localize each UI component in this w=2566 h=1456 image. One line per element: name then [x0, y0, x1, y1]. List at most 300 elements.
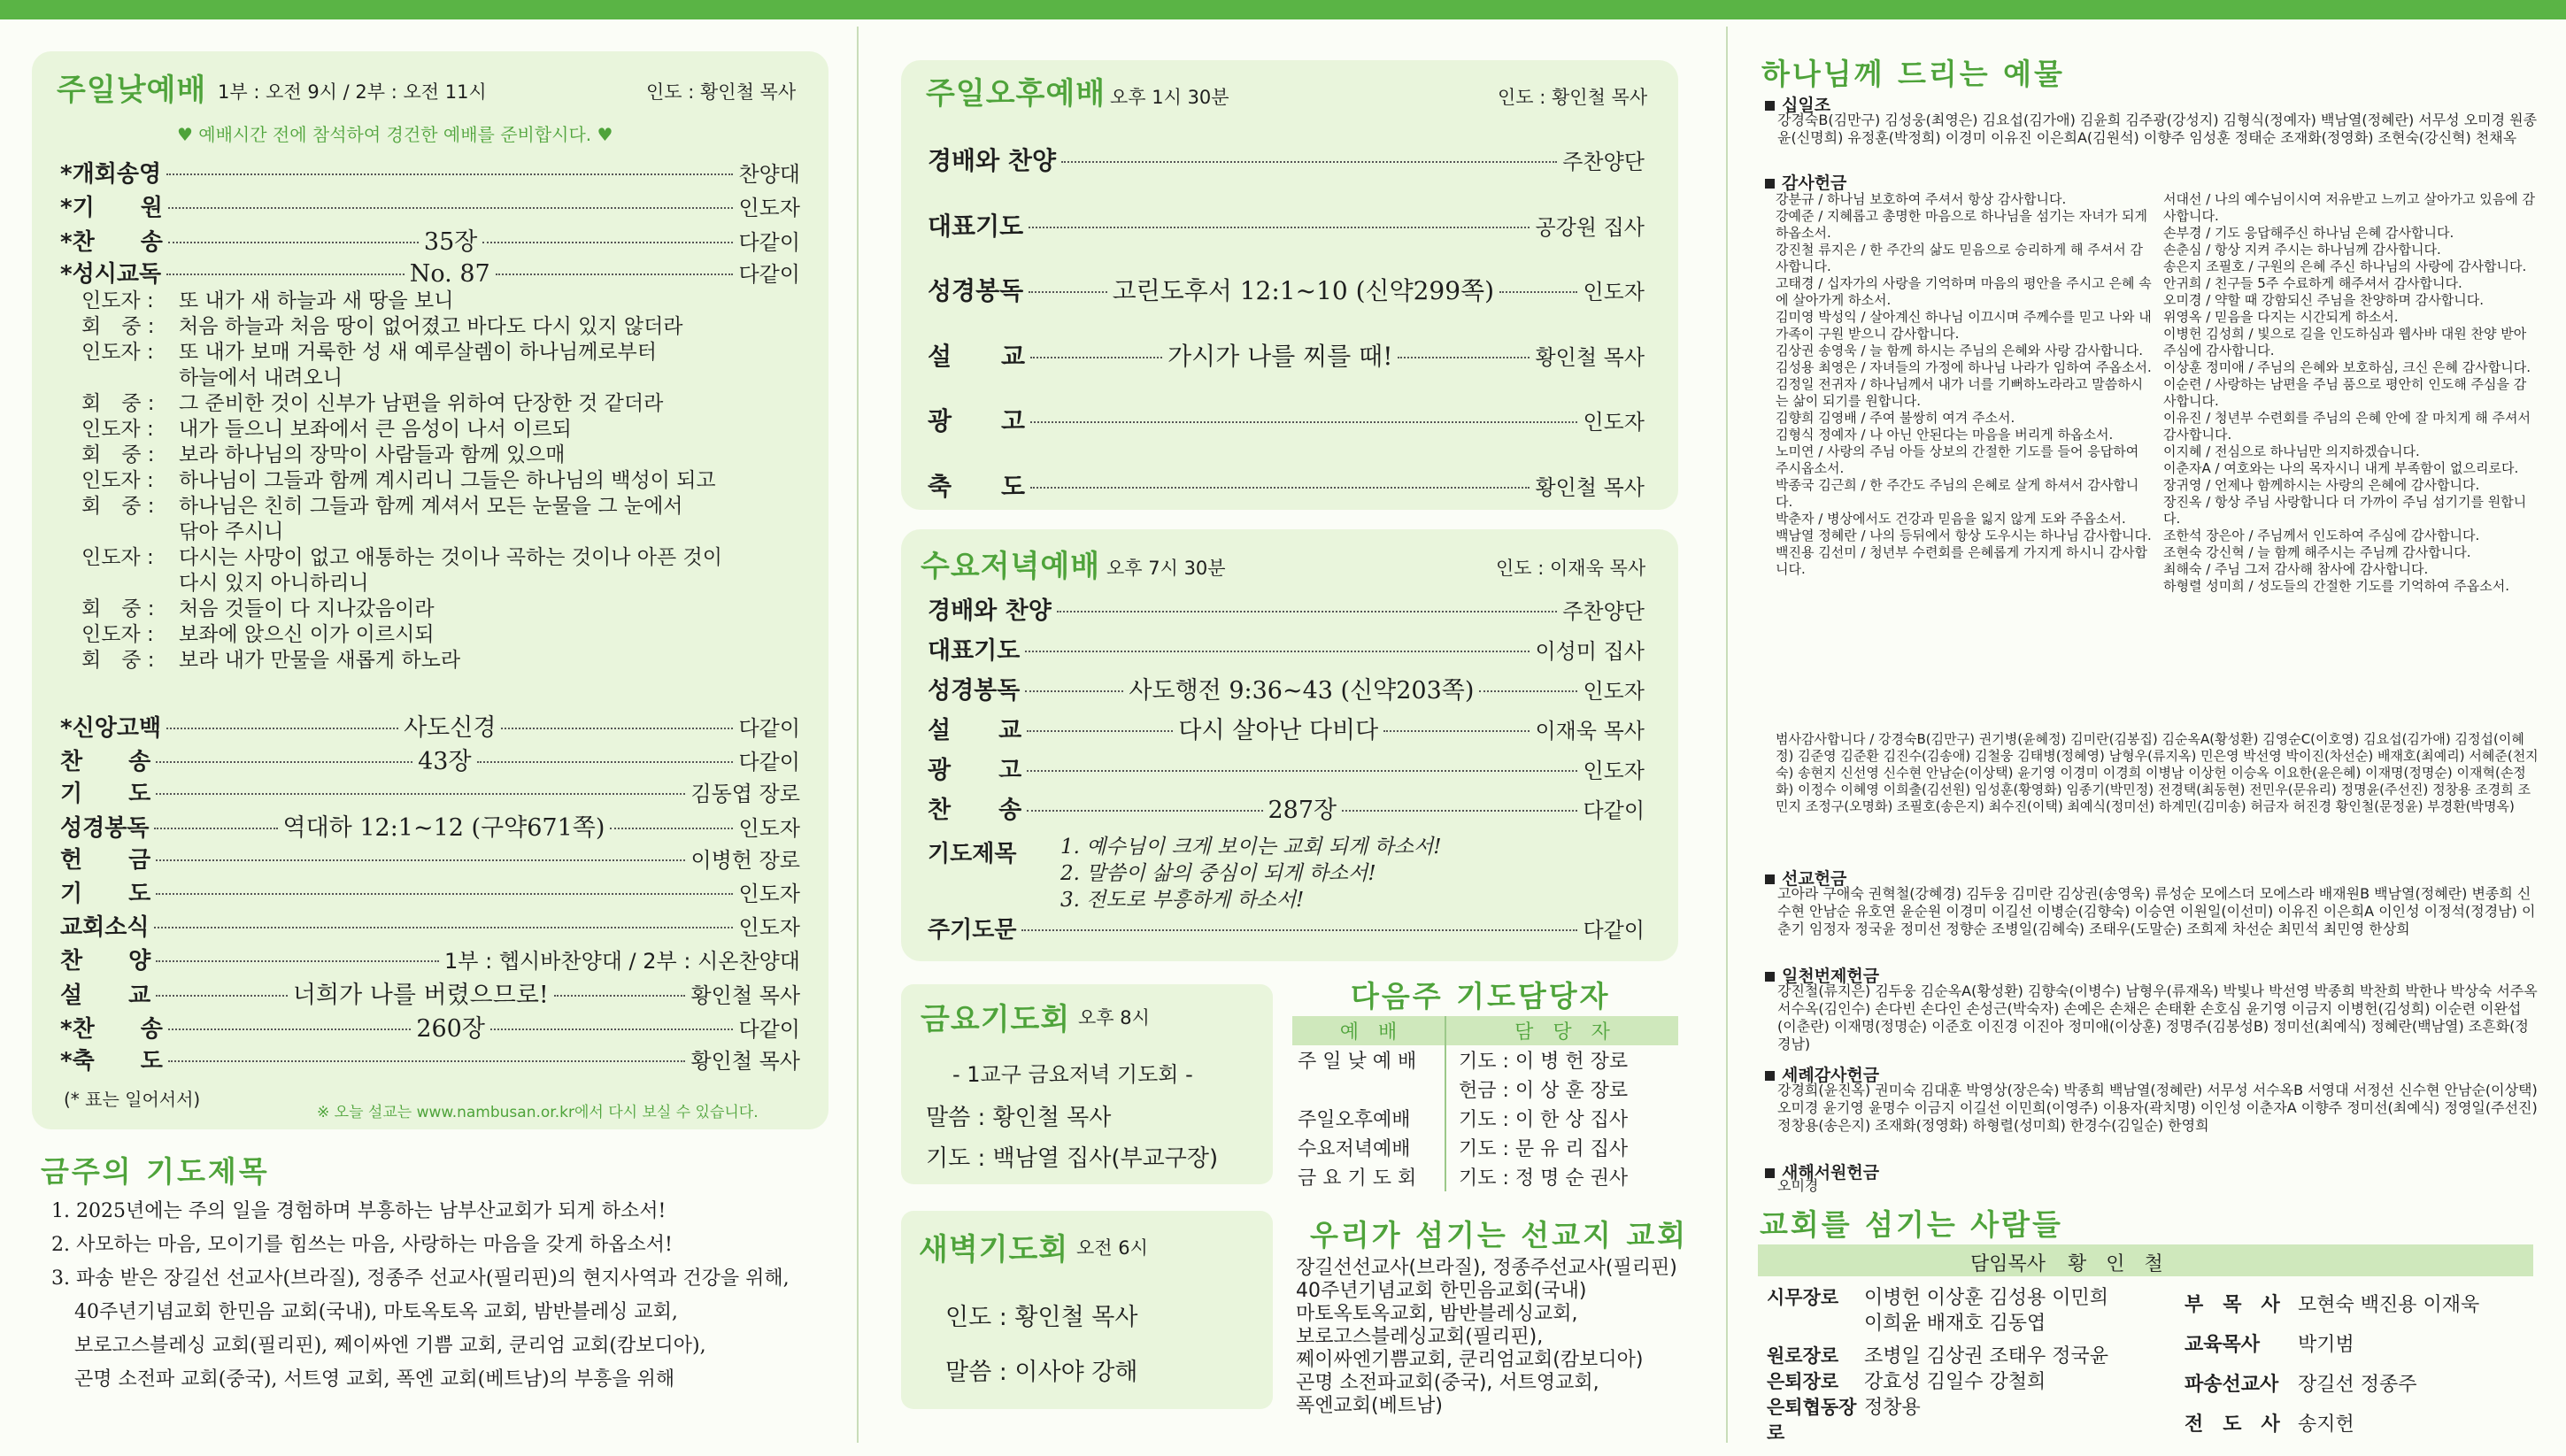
next-week-service: 수요저녁예배 — [1292, 1133, 1445, 1162]
order-right: 이성미 집사 — [1535, 639, 1645, 664]
friday-time: 오후 8시 — [1078, 1007, 1150, 1028]
order-right: 다같이 — [738, 749, 800, 774]
leader-dots — [482, 242, 733, 243]
responsive-line — [81, 366, 807, 391]
section-marker — [1765, 972, 1775, 982]
order-right: 김동엽 장로 — [690, 781, 800, 806]
leader-dots — [166, 728, 398, 729]
closing-prayer-row — [928, 912, 1645, 944]
responsive-text: 처음 것들이 다 지나갔음이라 — [179, 597, 435, 620]
servant-names: 조병일 김상권 조태우 정국윤 — [1864, 1345, 2109, 1367]
section-marker — [1765, 1168, 1775, 1178]
order-row — [928, 631, 1645, 666]
order-label: 찬 양 — [60, 947, 151, 975]
servant-names: 이희윤 배재호 김동엽 — [1864, 1313, 2046, 1335]
leader-dots — [1479, 690, 1577, 692]
order-content: 287장 — [1268, 797, 1337, 824]
order-label: 설 교 — [928, 341, 1026, 371]
responsive-speaker: 회 중 : — [81, 597, 155, 620]
offering-names: 강경희(윤진옥) 권미숙 김대훈 박영상(장은숙) 박종희 백남열(정혜란) 서무성 서수옥B 서영대 서정선 신수현 안남순(이상택) 오미경 윤기영 윤명수 이금지 이길선 이민희(이영주) 이용자(곽치명) 이인성 이춘자A 이향주 정미선(최예식) 정영일(주선진) 정창용(송은지) 조재화(정영화) 하형렬(성미희) 한경수(김일순) 한영희 — [1777, 1082, 2538, 1134]
thanks-item: 위영옥 / 믿음을 다지는 시간되게 하소서. — [2163, 309, 2399, 325]
order-right: 다같이 — [738, 230, 801, 255]
next-week-service: 주 일 낮 예 배 — [1292, 1045, 1445, 1075]
next-week-person: 헌금 : 이 상 훈 장로 — [1459, 1080, 1629, 1102]
next-week-person: 기도 : 이 병 헌 장로 — [1459, 1051, 1629, 1073]
responsive-text: 보좌에 앉으신 이가 이르시되 — [179, 623, 435, 646]
thanks-item: 백남열 정혜란 / 나의 등뒤에서 항상 도우시는 하나님 감사합니다. — [1776, 528, 2152, 543]
servant-names: 이병헌 이상훈 김성용 이민희 — [1864, 1287, 2109, 1309]
order-right: 이병헌 장로 — [690, 848, 800, 874]
order-row — [60, 842, 800, 874]
wednesday-prayer-item: 2. 말씀이 삶의 중심이 되게 하소서! — [1060, 862, 1376, 885]
thanks-right — [2163, 191, 2539, 595]
prayer-topic-item: 2. 사모하는 마음, 모이기를 힘쓰는 마음, 사랑하는 마음을 갖게 하옵소서! — [51, 1234, 673, 1256]
dawn-word: 말씀 : 이사야 강해 — [945, 1359, 1138, 1386]
servant-row — [2185, 1325, 2539, 1365]
responsive-speaker — [81, 520, 179, 545]
responsive-text: 또 내가 새 하늘과 새 땅을 보니 — [179, 289, 454, 312]
order-content: 사도행전 9:36~43 (신약203쪽) — [1129, 677, 1475, 705]
section-head-label: 세례감사헌금 — [1782, 1066, 1880, 1085]
section-marker — [1765, 874, 1775, 884]
next-week-person: 기도 : 문 유 리 집사 — [1459, 1138, 1629, 1160]
responsive-speaker: 인도자 : — [81, 623, 154, 646]
order-label: *기 원 — [60, 194, 163, 221]
leader-dots — [477, 761, 734, 763]
sunday-afternoon-title: 주일오후예배 — [926, 76, 1106, 112]
order-row — [928, 591, 1645, 626]
order-row — [928, 751, 1645, 785]
thanks-item: 김향희 김영배 / 주여 불쌍히 여겨 주소서. — [1776, 410, 2015, 426]
servant-role: 부 목 사 — [2185, 1294, 2280, 1316]
leader-dots — [1027, 810, 1262, 812]
responsive-speaker: 인도자 : — [81, 469, 154, 492]
pastor-name: 황 인 철 — [2068, 1253, 2163, 1275]
order-label: 경배와 찬양 — [928, 597, 1052, 625]
section-head-label: 새해서원헌금 — [1782, 1163, 1880, 1183]
order-content: 35장 — [423, 228, 478, 256]
leader-dots — [1025, 651, 1530, 652]
thanks-left — [1776, 191, 2154, 578]
responsive-text: 다시는 사망이 없고 애통하는 것이나 곡하는 것이나 아픈 것이 — [179, 546, 722, 569]
responsive-line — [81, 340, 807, 366]
responsive-speaker: 회 중 : — [81, 443, 155, 466]
order-row — [928, 467, 1645, 503]
order-label: 찬 송 — [60, 748, 151, 775]
offering-section-head — [1765, 170, 1846, 194]
mission-line: 보로고스블레싱교회(필리핀), — [1296, 1326, 1544, 1348]
responsive-text: 다시 있지 아니하리니 — [179, 572, 369, 595]
responsive-speaker — [81, 366, 179, 391]
order-content: 다시 살아난 다비다 — [1178, 717, 1379, 744]
servant-names: 박기범 — [2298, 1334, 2354, 1356]
section-marker — [1765, 101, 1775, 111]
next-week-row — [1292, 1045, 1678, 1075]
wednesday-prayer-label: 기도제목 — [928, 841, 1017, 867]
leader-dots — [1499, 291, 1577, 293]
sunday-morning-leader: 인도 : 황인철 목사 — [646, 81, 797, 103]
responsive-reading — [81, 289, 807, 674]
leader-dots — [496, 273, 734, 275]
order-right: 황인철 목사 — [1535, 474, 1645, 500]
friday-title: 금요기도회 — [921, 1002, 1071, 1037]
next-week-person: 기도 : 이 한 상 집사 — [1459, 1109, 1629, 1131]
leader-dots — [1021, 929, 1577, 931]
order-row — [60, 742, 800, 776]
order-content: 260장 — [416, 1015, 485, 1044]
pastor-bar — [1758, 1244, 2533, 1276]
thanks-item: 박춘자 / 병상에서도 건강과 믿음을 잃지 않게 도와 주옵소서. — [1776, 511, 2126, 527]
order-label: 교회소식 — [60, 913, 150, 941]
thanks-item: 오미경 / 약할 때 강함되신 주님을 찬양하며 감사합니다. — [2163, 292, 2484, 308]
thanks-item: 이춘자A / 여호와는 나의 목자시니 내게 부족함이 없으리로다. — [2163, 460, 2519, 476]
thanks-item: 장귀영 / 언제나 함께하시는 사랑의 은혜에 감사합니다. — [2163, 477, 2480, 493]
friday-subtitle: - 1교구 금요저녁 기도회 - — [952, 1062, 1193, 1087]
thanks-item: 김정일 전귀자 / 하나님께서 내가 너를 기뻐하노라라고 말씀하시는 삶이 되기를 원합니다. — [1776, 376, 2144, 409]
order-right: 1부 : 헵시바찬양대 / 2부 : 시온찬양대 — [444, 948, 800, 974]
leader-dots — [166, 273, 405, 275]
servant-row — [1767, 1395, 2165, 1446]
prayer-topic-item: 곤명 소전파 교회(중국), 서트영 교회, 폭엔 교회(베트남)의 부흥을 위해 — [74, 1368, 675, 1391]
responsive-line — [81, 597, 807, 622]
responsive-text: 내가 들으니 보좌에서 큰 음성이 나서 이르되 — [179, 418, 572, 441]
order-row — [60, 1043, 800, 1075]
order-right: 황인철 목사 — [690, 983, 801, 1009]
servant-role: 전 도 사 — [2185, 1414, 2280, 1436]
leader-dots — [154, 927, 733, 928]
order-label: 기 도 — [60, 780, 151, 807]
leader-dots — [1398, 357, 1530, 358]
servant-row — [2185, 1285, 2539, 1325]
responsive-speaker: 인도자 : — [81, 418, 154, 441]
order-label: 성경봉독 — [928, 677, 1021, 705]
mission-line: 40주년기념교회 한민음교회(국내) — [1296, 1280, 1587, 1302]
leader-dots — [1057, 611, 1557, 612]
order-row — [60, 808, 800, 843]
order-label: *성시교독 — [60, 260, 162, 288]
order-right: 다같이 — [738, 261, 800, 287]
responsive-line — [81, 443, 807, 468]
servant-names: 송지헌 — [2298, 1414, 2354, 1436]
next-week-row — [1292, 1104, 1678, 1133]
mission-line: 장길선선교사(브라질), 정종주선교사(필리핀) — [1296, 1257, 1677, 1279]
order-right: 인도자 — [1583, 679, 1645, 704]
servants-title: 교회를 섬기는 사람들 — [1760, 1207, 2063, 1242]
next-week-title: 다음주 기도담당자 — [1351, 979, 1611, 1013]
order-row — [60, 256, 800, 289]
order-content: No. 87 — [409, 259, 490, 288]
next-week-col-person: 담 당 자 — [1514, 1021, 1610, 1044]
next-week-row — [1292, 1162, 1678, 1191]
thanks-item: 손춘심 / 항상 지켜 주시는 하나님께 감사합니다. — [2163, 242, 2441, 258]
servants-right — [2185, 1285, 2539, 1444]
servant-names: 강효성 김일수 강철희 — [1864, 1371, 2046, 1393]
website-note: ※ 오늘 설교는 www.nambusan.or.kr에서 다시 보실 수 있습니다. — [317, 1104, 759, 1121]
order-label: 설 교 — [60, 982, 151, 1010]
thanks-item: 안귀희 / 친구들 5주 수료하게 해주셔서 감사합니다. — [2163, 275, 2462, 291]
thanks-item: 송은지 조필호 / 구원의 은혜 주신 하나님의 사랑에 감사합니다. — [2163, 258, 2527, 274]
leader-dots — [156, 995, 288, 997]
order-label: 찬 송 — [928, 797, 1022, 824]
order-content: 고린도후서 12:1~10 (신약299쪽) — [1112, 276, 1495, 305]
thanks-item: 조한석 장은아 / 주님께서 인도하여 주심에 감사합니다. — [2163, 528, 2480, 543]
prayer-topic-item: 40주년기념교회 한민음 교회(국내), 마토옥토옥 교회, 밤반블레싱 교회, — [74, 1301, 678, 1323]
wednesday-prayers — [1060, 834, 1442, 913]
order-right: 황인철 목사 — [1535, 344, 1645, 370]
responsive-speaker: 인도자 : — [81, 289, 154, 312]
responsive-line — [81, 622, 807, 648]
order-label: *개회송영 — [60, 161, 162, 188]
servant-role: 파송선교사 — [2185, 1374, 2279, 1396]
order-label: 대표기도 — [928, 211, 1024, 241]
order-label: *축 도 — [60, 1048, 163, 1075]
servant-role — [1767, 1311, 1864, 1337]
order-row — [928, 402, 1645, 437]
friday-word: 말씀 : 황인철 목사 — [926, 1105, 1112, 1131]
responsive-text: 처음 하늘과 처음 땅이 없어졌고 바다도 다시 있지 않더라 — [179, 315, 683, 338]
wednesday-prayer-label-row — [928, 836, 1016, 868]
wednesday-leader: 인도 : 이재욱 목사 — [1496, 558, 1646, 579]
leader-dots — [1061, 161, 1557, 163]
thanks-item: 김성용 최영은 / 자녀들의 가정에 하나님 나라가 임하여 주옵소서. — [1776, 359, 2152, 375]
order-right: 인도자 — [738, 195, 800, 220]
order-row — [60, 1009, 800, 1044]
order-content: 가시가 나를 찌를 때! — [1167, 341, 1393, 371]
servant-row — [1767, 1344, 2165, 1369]
order-label: 기 도 — [60, 881, 151, 907]
responsive-text: 또 내가 보매 거룩한 성 새 예루살렘이 하나님께로부터 — [179, 341, 657, 364]
next-week-table — [1292, 1016, 1678, 1191]
mission-line: 곤명 소전파교회(중국), 서트영교회, — [1296, 1372, 1599, 1394]
leader-dots — [554, 995, 686, 997]
order-right: 주찬양단 — [1562, 599, 1645, 624]
leader-dots — [1383, 730, 1530, 732]
responsive-speaker: 회 중 : — [81, 392, 155, 415]
thanks-item: 이순련 / 사랑하는 남편을 주님 품으로 평안히 인도해 주심을 감사합니다. — [2163, 376, 2527, 409]
prayer-topics-list — [51, 1195, 821, 1397]
wednesday-time: 오후 7시 30분 — [1106, 558, 1226, 579]
order-row — [928, 671, 1645, 705]
next-week-row — [1292, 1133, 1678, 1162]
mission-line: 마토옥토옥교회, 밤반블레싱교회, — [1296, 1303, 1578, 1325]
servant-names: 정창용 — [1864, 1397, 1921, 1419]
responsive-speaker — [81, 571, 179, 597]
servant-row — [1767, 1369, 2165, 1395]
order-right: 이재욱 목사 — [1535, 719, 1645, 743]
thanks-item: 강예준 / 지혜롭고 총명한 마음으로 하나님을 섬기는 자녀가 되게 하옵소서. — [1776, 208, 2147, 241]
wednesday-prayer-item: 3. 전도로 부흥하게 하소서! — [1060, 889, 1305, 912]
order-label: 헌 금 — [60, 847, 151, 874]
thanks-item: 이상훈 정미애 / 주님의 은혜와 보호하심, 크신 은혜 감사합니다. — [2163, 359, 2531, 375]
leader-dots — [1030, 357, 1162, 358]
order-right: 인도자 — [1583, 410, 1645, 435]
thanks-item: 노미연 / 사랑의 주님 아들 상보의 간절한 기도를 들어 응답하여 주시옵소서. — [1776, 443, 2139, 476]
order-label: *찬 송 — [60, 229, 163, 256]
servant-role: 시무장로 — [1767, 1287, 1839, 1308]
leader-dots — [1027, 770, 1577, 772]
servant-names: 장길선 정종주 — [2298, 1374, 2417, 1396]
leader-dots — [154, 828, 277, 829]
order-row — [928, 337, 1645, 373]
responsive-text: 하나님이 그들과 함께 계시리니 그들은 하나님의 백성이 되고 — [179, 469, 716, 492]
closing-prayer-right: 다같이 — [1583, 918, 1645, 943]
thanks-item: 서대선 / 나의 예수님이시여 저유받고 느끼고 살아가고 있음에 감사합니다. — [2163, 191, 2535, 224]
order-label: 대표기도 — [928, 637, 1021, 665]
leader-dots — [166, 173, 733, 175]
order-right: 인도자 — [1583, 759, 1645, 783]
thanks-item: 김미영 박성익 / 살아계신 하나님 이끄시며 주께수를 믿고 나와 내 가족이 구원 받으니 감사합니다. — [1776, 309, 2152, 342]
responsive-line — [81, 468, 807, 494]
responsive-line — [81, 314, 807, 340]
leader-dots — [156, 761, 412, 763]
thanks-item: 강진철 류지은 / 한 주간의 삶도 믿음으로 승리하게 해 주셔서 감사합니다. — [1776, 242, 2143, 274]
order-row — [60, 189, 800, 222]
next-week-col-service: 예 배 — [1292, 1016, 1445, 1045]
prayer-topics-title: 금주의 기도제목 — [41, 1154, 270, 1189]
responsive-speaker: 인도자 : — [81, 546, 154, 569]
next-week-service: 금 요 기 도 회 — [1292, 1162, 1445, 1191]
next-week-service — [1292, 1075, 1445, 1104]
order-right: 인도자 — [738, 914, 800, 940]
order-right: 인도자 — [1583, 280, 1645, 304]
thanks-item: 박종국 김근희 / 한 주간도 주님의 은혜로 살게 하셔서 감사합니다. — [1776, 477, 2139, 510]
servants-left — [1767, 1285, 2165, 1446]
dawn-time: 오전 6시 — [1076, 1237, 1148, 1259]
wednesday-prayer-item: 1. 예수님이 크게 보이는 교회 되게 하소서! — [1060, 836, 1442, 859]
leader-dots — [168, 207, 734, 209]
top-green-band — [0, 0, 2566, 19]
thanks-item: 손부경 / 기도 응답해주신 하나님 은혜 감사합니다. — [2163, 225, 2454, 241]
stand-footnote: (* 표는 일어서서) — [64, 1089, 201, 1110]
thanks-item: 백진용 김선미 / 청년부 수련회를 은혜롭게 가지게 하시니 감사합니다. — [1776, 544, 2147, 577]
responsive-text: 하늘에서 내려오니 — [179, 366, 343, 389]
order-row — [60, 875, 800, 908]
section-marker — [1765, 179, 1775, 189]
order-row — [928, 272, 1645, 307]
responsive-line — [81, 494, 807, 520]
order-row — [60, 975, 800, 1010]
leader-dots — [1027, 730, 1173, 732]
servant-row — [1767, 1285, 2165, 1311]
order-label: 광 고 — [928, 757, 1022, 784]
thanks-item: 이지혜 / 전심으로 하나님만 의지하겠습니다. — [2163, 443, 2420, 459]
order-content: 43장 — [418, 747, 472, 775]
order-row — [928, 207, 1645, 243]
next-week-service: 주일오후예배 — [1292, 1104, 1445, 1133]
order-row — [60, 708, 800, 743]
order-row — [60, 156, 800, 189]
order-row — [928, 142, 1645, 177]
servant-role: 원로장로 — [1767, 1345, 1839, 1367]
responsive-line — [81, 648, 807, 674]
responsive-speaker: 회 중 : — [81, 315, 155, 338]
order-label: *찬 송 — [60, 1016, 163, 1044]
responsive-speaker: 인도자 : — [81, 341, 154, 364]
thanks-item: 김형식 정예자 / 나 아닌 안된다는 마음을 버리게 하옵소서. — [1776, 427, 2114, 443]
order-right: 인도자 — [738, 816, 800, 842]
order-label: *신앙고백 — [60, 715, 162, 742]
friday-prayer: 기도 : 백남열 집사(부교구장) — [926, 1145, 1219, 1172]
thanks-item: 이유진 / 청년부 수련회를 주님의 은혜 안에 잘 마치게 해 주셔서 감사합니다. — [2163, 410, 2531, 443]
order-row — [60, 775, 800, 808]
missions-list — [1296, 1257, 1677, 1418]
leader-dots — [156, 859, 685, 861]
order-right: 다같이 — [1583, 798, 1645, 823]
servant-names: 모현숙 백진용 이재욱 — [2298, 1294, 2480, 1316]
responsive-speaker: 회 중 : — [81, 495, 155, 518]
order-row — [60, 909, 800, 942]
sunday-afternoon-time: 오후 1시 30분 — [1110, 87, 1229, 108]
section-head-label: 일천번제헌금 — [1782, 967, 1880, 986]
order-label: 축 도 — [928, 471, 1026, 501]
thanks-item: 최해숙 / 주님 그저 감사해 참사에 감사합니다. — [2163, 561, 2429, 577]
section-head-label: 감사헌금 — [1782, 173, 1847, 193]
leader-dots — [168, 242, 419, 243]
order-label: 성경봉독 — [928, 276, 1024, 305]
leader-dots — [610, 828, 733, 829]
mission-line: 폭엔교회(베트남) — [1296, 1395, 1443, 1417]
responsive-text: 닦아 주시니 — [179, 520, 284, 543]
leader-dots — [156, 960, 439, 962]
prayer-topic-item: 3. 파송 받은 장길선 선교사(브라질), 정종주 선교사(필리핀)의 현지사역과 건강을 위해, — [51, 1267, 790, 1290]
prayer-topic-item: 보로고스블레싱 교회(필리핀), 쩨이싸엔 기쁨 교회, 쿤리엄 교회(캄보디아), — [74, 1335, 706, 1357]
thanks-item: 고태경 / 십자가의 사랑을 기억하며 마음의 평안을 주시고 은혜 속에 살아가게 하소서. — [1776, 275, 2152, 308]
responsive-text: 그 준비한 것이 신부가 남편을 위하여 단장한 것 같더라 — [179, 392, 664, 415]
servant-role: 은퇴협동장로 — [1767, 1397, 1857, 1444]
prayer-topic-item: 1. 2025년에는 주의 일을 경험하며 부흥하는 남부산교회가 되게 하소서! — [51, 1200, 667, 1222]
leader-dots — [168, 1060, 686, 1062]
leader-dots — [168, 1028, 411, 1030]
order-right: 다같이 — [738, 1017, 800, 1043]
order-right: 다같이 — [738, 716, 801, 741]
order-row — [928, 711, 1645, 745]
order-row — [60, 222, 800, 257]
order-right: 공강원 집사 — [1535, 214, 1645, 240]
responsive-line — [81, 571, 807, 597]
responsive-text: 보라 하나님의 장막이 사람들과 함께 있으매 — [179, 443, 566, 466]
servant-role: 은퇴장로 — [1767, 1371, 1839, 1392]
offering-names: 강경숙B(김만구) 김성웅(최영은) 김요섭(김가애) 김윤희 김주광(강성지) 김형식(정예자) 백남열(정혜란) 서무성 오미경 원종윤(신명희) 유정훈(박정희) 이경미 이유진 이은희A(김원석) 이향주 임성훈 정태순 조재화(정영화) 조현숙(강신혁) 천채옥 — [1777, 112, 2538, 146]
order-row — [60, 943, 800, 975]
order-right: 주찬양단 — [1562, 150, 1645, 174]
order-right: 황인철 목사 — [690, 1049, 800, 1074]
fold-line-2 — [1726, 27, 1728, 1443]
order-label: 광 고 — [928, 406, 1026, 435]
order-row — [928, 790, 1645, 825]
leader-dots — [156, 893, 733, 895]
offering-names: 고아라 구애숙 권혁철(강혜경) 김두웅 김미란 김상권(송영욱) 류성순 모에스더 모에스라 배재원B 백남열(정혜란) 변종희 신수현 안남순 유호연 윤순원 이경미 이길선 이병순(김향숙) 이승연 이원일(이선미) 이유진 이은희A 이인성 이정석(정경남) 이춘기 임정자 정국윤 정미선 정향순 조병일(김혜숙) 조태우(도말순) 조희제 차선순 최민석 최민영 한상희 — [1777, 885, 2536, 937]
order-label: 경배와 찬양 — [928, 146, 1056, 175]
leader-dots — [1025, 690, 1123, 692]
order-label: 설 교 — [928, 717, 1022, 744]
next-week-person: 기도 : 정 명 순 권사 — [1459, 1167, 1629, 1190]
responsive-text: 보라 내가 만물을 새롭게 하노라 — [179, 649, 461, 672]
responsive-line — [81, 545, 807, 571]
responsive-line — [81, 417, 807, 443]
responsive-line — [81, 520, 807, 545]
offerings-title: 하나님께 드리는 예물 — [1761, 57, 2065, 91]
thanks-item: 조현숙 강신혁 / 늘 함께 해주시는 주님께 감사합니다. — [2163, 544, 2471, 560]
responsive-line — [81, 391, 807, 417]
leader-dots — [1030, 487, 1530, 489]
order-label: 성경봉독 — [60, 815, 150, 843]
sunday-morning-title: 주일낮예배 — [57, 73, 207, 108]
closing-prayer-label: 주기도문 — [928, 917, 1017, 944]
general-thanks: 범사감사합니다 / 강경숙B(김만구) 권기병(윤혜정) 김미란(김봉집) 김순옥A(황성환) 김영순C(이호영) 김요섭(김가애) 김정섭(이혜정) 김준영 김준환 김진수(김송애) 김철웅 김태병(정혜영) 남형우(류지옥) 민은영 박선영 박이진(차선순) 배재호(최예리) 서혜준(천지숙) 송현지 신선영 신수현 안남순(이상택) 윤기영 이경미 이경희 이병남 이상헌 이승옥 이요한(윤은혜) 이재명(정명순) 이재혁(손정화) 이정수 이혜영 이희출(김선원) 임성훈(황영화) 임종기(박민정) 전경택(최동현) 전민우(문유리) 정명윤(주선진) 정창용 조경희 조민지 조정구(오명화) 조필호(송은지) 최수진(이택) 최예식(정미선) 하계민(김미송) 허금자 허진경 황인철(문정윤) 부경환(박명옥) — [1776, 731, 2539, 814]
servant-row — [1767, 1311, 2165, 1337]
servant-row — [2185, 1405, 2539, 1444]
responsive-line — [81, 289, 807, 314]
